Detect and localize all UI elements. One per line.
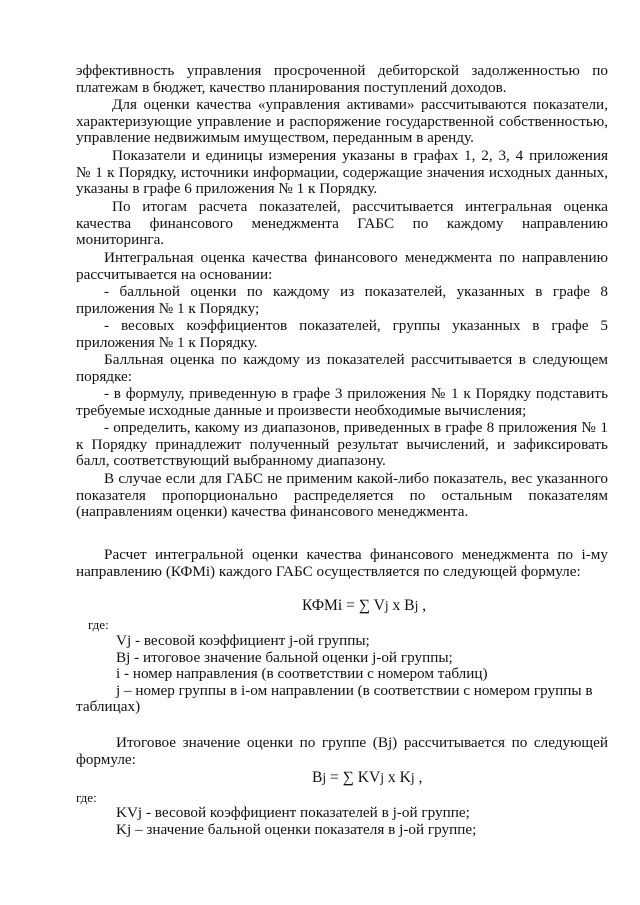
text-line: рассчитывается на основании: xyxy=(76,265,273,283)
text-line: - определить, какому из диапазонов, приведенных в графе 8 приложения № 1 xyxy=(104,419,608,436)
formula-comma: , xyxy=(414,769,423,786)
paragraph-integral-assessment xyxy=(76,199,608,249)
list-item-formula-substitute xyxy=(76,386,608,419)
formula-v: V xyxy=(373,597,385,614)
text-line: Балльная оценка по каждому из показателей рассчитывается в следующем xyxy=(104,351,608,368)
text-line: - в формулу, приведенную в графе 3 приложения № 1 к Порядку подставить xyxy=(104,385,608,402)
definition-i: i - номер направления (в соответствии с номером таблиц) xyxy=(116,665,488,683)
text-line: характеризующие управление и распоряжение государственной собственностью, xyxy=(76,112,608,130)
text-line: направлению (КФМi) каждого ГАБС осуществляется по следующей формуле: xyxy=(76,562,581,580)
text-line: управление недвижимым имуществом, переданным в аренду. xyxy=(76,129,474,147)
list-item-weights xyxy=(76,318,608,351)
where-list-bj xyxy=(76,805,608,838)
formula-sum-sign: = ∑ xyxy=(326,769,358,786)
where-label: где: xyxy=(76,790,97,805)
text-line: порядке: xyxy=(76,367,132,385)
formula-times: x xyxy=(388,597,405,614)
text-line: № 1 к Порядку, источники информации, содержащие значения исходных данных, xyxy=(76,163,608,181)
formula-lhs: КФМi xyxy=(302,597,343,614)
list-item-range xyxy=(76,420,608,470)
formula-lhs: B xyxy=(312,769,323,786)
definition-kj: Kj – значение бальной оценки показателя в j-ой группе; xyxy=(116,820,477,838)
definition-vj: Vj - весовой коэффициент j-ой группы; xyxy=(116,632,370,649)
text-line: приложения № 1 к Порядку. xyxy=(76,333,258,351)
formula-k: K xyxy=(399,769,411,786)
text-line: приложения № 1 к Порядку; xyxy=(76,299,260,317)
text-line: Показатели и единицы измерения указаны в графах 1, 2, 3, 4 приложения xyxy=(112,147,608,164)
text-line: - весовых коэффициентов показателей, группы указанных в графе 5 xyxy=(104,317,608,334)
definition-bj: Bj - итоговое значение бальной оценки j-ой группы; xyxy=(116,648,453,666)
formula-kfm xyxy=(302,598,426,615)
text-line: формуле: xyxy=(76,750,136,768)
where-list-kfm xyxy=(76,633,608,716)
formula-subscript: j xyxy=(414,598,419,613)
text-line: платежам в бюджет, качество планирования поступлений доходов. xyxy=(76,78,507,96)
definition-j-cont: таблицах) xyxy=(76,698,141,716)
formula-times: x xyxy=(384,769,400,786)
paragraph-not-applicable xyxy=(76,471,608,521)
text-line: балл, соответствующий выбранному диапазону. xyxy=(76,452,386,470)
where-label: где: xyxy=(88,617,109,632)
text-line: По итогам расчета показателей, рассчитывается интегральная оценка xyxy=(112,198,608,215)
text-line: к Порядку принадлежит полученный результат вычислений, и зафиксировать xyxy=(76,435,608,453)
list-item-score xyxy=(76,284,608,317)
text-line: Итоговое значение оценки по группе (Bj) рассчитывается по следующей xyxy=(116,734,608,751)
text-line: показателя пропорционально распределяется по остальным показателям xyxy=(76,486,608,504)
text-line: Для оценки качества «управления активами» рассчитываются показатели, xyxy=(112,96,608,113)
paragraph-debt-management xyxy=(76,63,608,96)
formula-kv: KV xyxy=(357,769,381,786)
text-line: качества финансового менеджмента ГАБС по каждому направлению xyxy=(76,214,608,232)
paragraph-group-score xyxy=(76,735,608,768)
paragraph-asset-management xyxy=(76,97,608,147)
text-line: (направлениям оценки) качества финансового менеджмента. xyxy=(76,503,469,521)
text-line: В случае если для ГАБС не применим какой-либо показатель, вес указанного xyxy=(104,470,608,487)
definition-j: j – номер группы в i-ом направлении (в соответствии с номером группы в xyxy=(116,681,593,699)
text-line: Интегральная оценка качества финансового менеджмента по направлению xyxy=(104,249,608,266)
formula-comma: , xyxy=(418,597,427,614)
paragraph-integral-basis xyxy=(76,250,608,283)
formula-subscript: j xyxy=(380,770,385,785)
paragraph-kfm-calculation xyxy=(76,547,608,580)
formula-subscript: j xyxy=(322,770,327,785)
formula-bj xyxy=(312,770,422,787)
text-line: мониторинга. xyxy=(76,231,165,249)
text-line: требуемые исходные данные и произвести необходимые вычисления; xyxy=(76,401,527,419)
text-line: эффективность управления просроченной дебиторской задолженностью по xyxy=(76,62,608,79)
text-line: - балльной оценки по каждому из показателей, указанных в графе 8 xyxy=(104,283,608,300)
definition-kvj: KVj - весовой коэффициент показателей в j-ой группе; xyxy=(116,804,470,821)
paragraph-score-order xyxy=(76,352,608,385)
formula-b: B xyxy=(404,597,415,614)
paragraph-indicators-units xyxy=(76,148,608,198)
formula-subscript: j xyxy=(384,598,389,613)
formula-subscript: j xyxy=(410,770,415,785)
formula-sum-sign: = ∑ xyxy=(342,597,374,614)
text-line: указаны в графе 6 приложения № 1 к Порядку. xyxy=(76,180,378,198)
text-line: Расчет интегральной оценки качества финансового менеджмента по i-му xyxy=(104,546,608,563)
